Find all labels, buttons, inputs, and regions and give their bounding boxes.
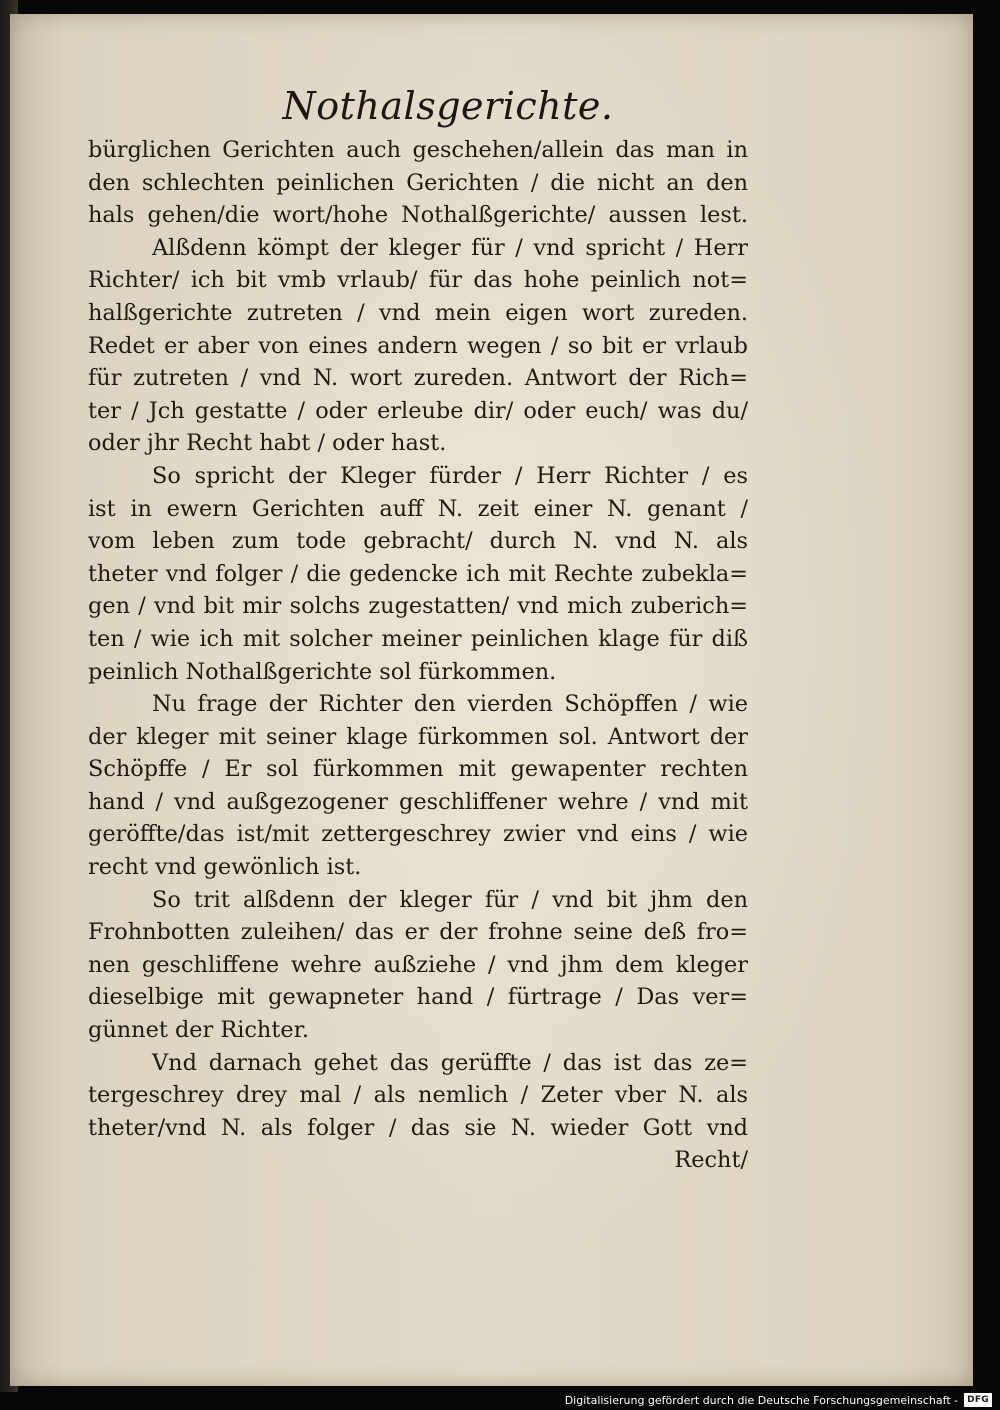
text-line: theter vnd folger / die gedencke ich mit Rechte zubekla= (88, 560, 748, 587)
text-line: geröffte/das ist/mit zettergeschrey zwier vnd eins / wie (88, 821, 748, 848)
text-line: theter/vnd N. als folger / das sie N. wieder Gott vnd (88, 1114, 748, 1141)
text-line: für zutreten / vnd N. wort zureden. Antwort der Rich= (88, 365, 748, 392)
text-line: den schlechten peinlichen Gerichten / die nicht an den (88, 169, 748, 196)
digitization-footer (565, 1392, 992, 1408)
book-page (10, 14, 973, 1386)
text-line: tergeschrey drey mal / als nemlich / Zeter vber N. als (88, 1082, 748, 1109)
dfg-logo: DFG (964, 1393, 992, 1407)
text-line: Richter/ ich bit vmb vrlaub/ für das hohe peinlich not= (88, 267, 748, 294)
text-line: dieselbige mit gewapneter hand / fürtrage / Das ver= (88, 984, 748, 1011)
text-line: peinlich Nothalßgerichte sol fürkommen. (88, 658, 557, 685)
text-line: So trit alßdenn der kleger für / vnd bit jhm den (152, 886, 748, 913)
text-line: ter / Jch gestatte / oder erleube dir/ oder euch/ was du/ (88, 397, 748, 424)
text-line: halßgerichte zutreten / vnd mein eigen wort zureden. (88, 299, 748, 326)
text-line: gen / vnd bit mir solchs zugestatten/ vnd mich zuberich= (88, 593, 748, 620)
text-line: Frohnbotten zuleihen/ das er der frohne seine deß fro= (88, 919, 748, 946)
text-line: Vnd darnach gehet das gerüffte / das ist das ze= (152, 1049, 748, 1076)
text-line: Schöpffe / Er sol fürkommen mit gewapenter rechten (88, 756, 748, 783)
text-line: ist in ewern Gerichten auff N. zeit einer N. genant / (88, 495, 748, 522)
text-line: Alßdenn kömpt der kleger für / vnd spricht / Herr (152, 234, 748, 261)
text-line: So spricht der Kleger fürder / Herr Richter / es (152, 462, 748, 489)
text-line: Nu frage der Richter den vierden Schöpffen / wie (152, 691, 748, 718)
body-text (88, 134, 748, 1177)
funding-credit: Digitalisierung gefördert durch die Deutsche Forschungsgemeinschaft - (564, 1393, 959, 1407)
text-line: der kleger mit seiner klage fürkommen sol. Antwort der (88, 723, 748, 750)
running-head: Nothalsgerichte. (282, 84, 614, 128)
catchword: Recht/ (674, 1147, 748, 1174)
text-line: hals gehen/die wort/hohe Nothalßgerichte/ aussen lest. (88, 202, 748, 229)
text-line: hand / vnd außgezogener geschliffener wehre / vnd mit (88, 788, 748, 815)
text-line: nen geschliffene wehre außziehe / vnd jhm dem kleger (88, 951, 748, 978)
text-line: bürglichen Gerichten auch geschehen/allein das man in (88, 137, 748, 163)
text-line: oder jhr Recht habt / oder hast. (88, 430, 447, 457)
text-line: vom leben zum tode gebracht/ durch N. vnd N. als (88, 528, 748, 555)
text-line: günnet der Richter. (88, 1017, 309, 1044)
text-line: ten / wie ich mit solcher meiner peinlichen klage für diß (88, 625, 748, 652)
text-line: Redet er aber von eines andern wegen / so bit er vrlaub (88, 332, 748, 359)
page-text-area (88, 84, 748, 1177)
text-line: recht vnd gewönlich ist. (88, 854, 362, 881)
